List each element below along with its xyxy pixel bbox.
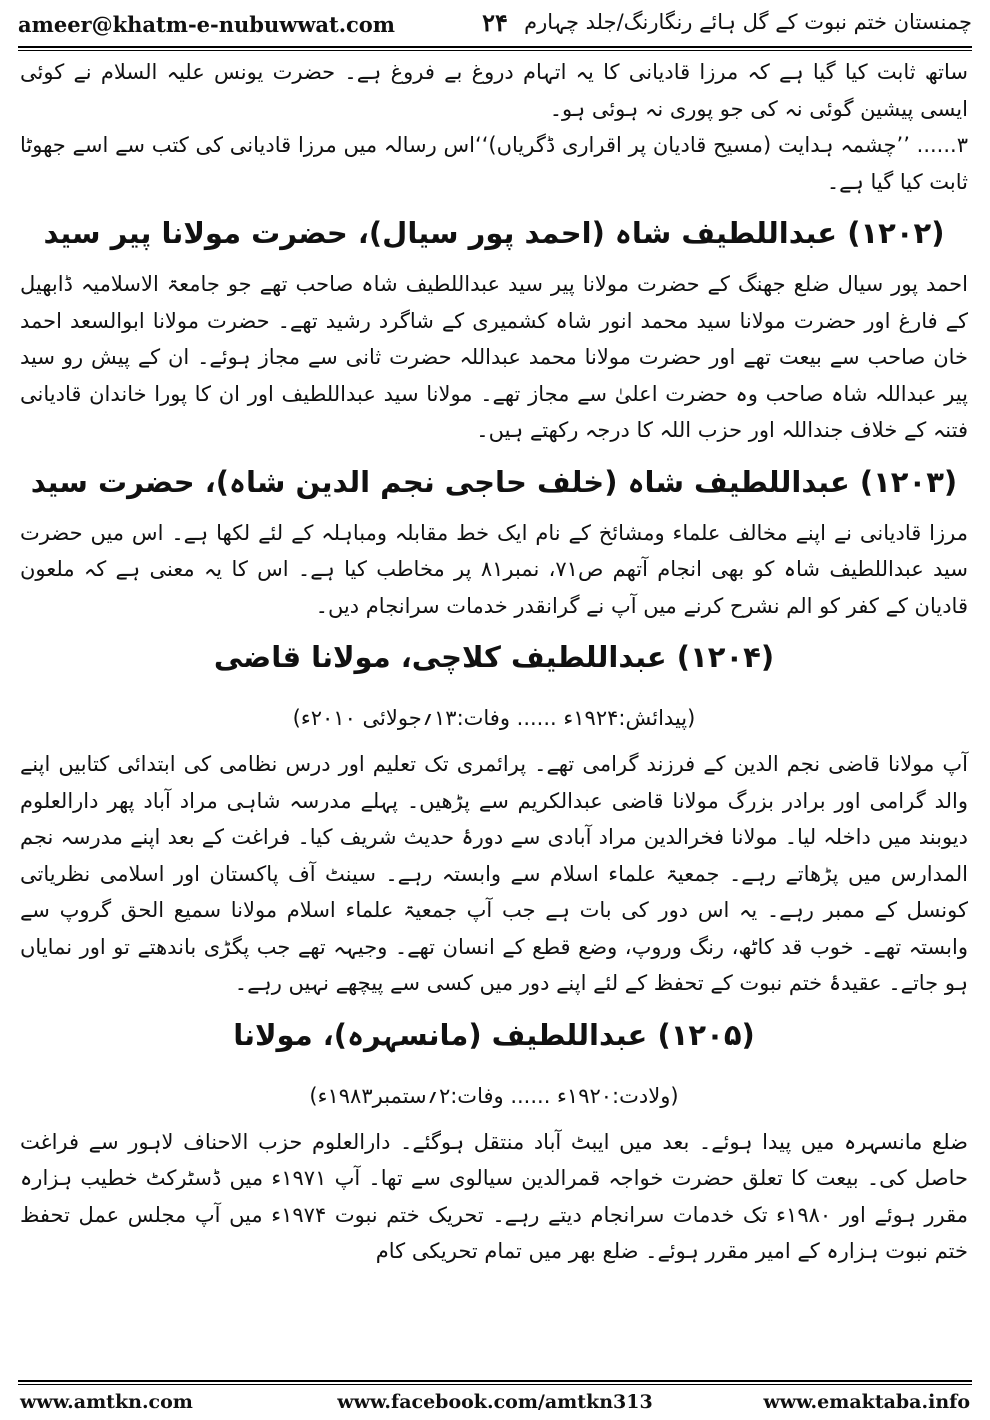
page-footer xyxy=(20,1387,970,1417)
footer-rule xyxy=(18,1380,972,1382)
section-paragraph-1202: احمد پور سیال ضلع جھنگ کے حضرت مولانا پیر سید عبداللطیف شاہ صاحب تھے جو جامعۃ الاسلامیہ ڈابھیل کے فارغ اور حضرت مولانا سید محمد انور شاہ کشمیری کے شاگرد رشید تھے۔ حضرت مولانا ابوالسعد احمد خان صاحب سے بیعت تھے اور حضرت مولانا محمد عبداللہ حضرت ثانی سے مجاز ہوئے۔ ان کے پیش رو سید پیر عبداللہ شاہ صاحب وہ حضرت اعلیٰ سے مجاز تھے۔ مولانا سید عبداللطیف اور ان کا پورا خاندان قادیانی فتنہ کے خلاف جنداللہ اور حزب اللہ کا درجہ رکھتے ہیں۔ xyxy=(20,272,968,442)
header-rule-thin xyxy=(18,50,972,51)
section-heading-1203: (۱۲۰۳) عبداللطیف شاہ (خلف حاجی نجم الدین شاہ)، حضرت سید xyxy=(30,464,958,499)
book-title: چمنستان ختم نبوت کے گل ہائے رنگارنگ/جلد چہارم xyxy=(524,10,972,34)
footer-rule-thin xyxy=(18,1384,972,1385)
header-email: ameer@khatm-e-nubuwwat.com xyxy=(18,12,396,37)
section-paragraph-1204: آپ مولانا قاضی نجم الدین کے فرزند گرامی تھے۔ پرائمری تک تعلیم اور درس نظامی کی ابتدائی کتابیں اپنے والد گرامی اور برادر بزرگ مولانا قاضی عبدالکریم سے پڑھیں۔ پہلے مدرسہ شاہی مراد آباد پھر دارالعلوم دیوبند میں داخلہ لیا۔ مولانا فخرالدین مراد آبادی سے دورۂ حدیث شریف کیا۔ فراغت کے بعد اپنے مدرسہ نجم المدارس میں پڑھاتے رہے۔ جمعیۃ علماء اسلام سے وابستہ رہے۔ سینٹ آف پاکستان اور اسلامی نظریاتی کونسل کے ممبر رہے۔ یہ اس دور کی بات ہے جب آپ جمعیۃ علماء اسلام مولانا سمیع الحق گروپ سے وابستہ تھے۔ خوب قد کاٹھ، رنگ وروپ، وضع قطع کے انسان تھے۔ وجیہہ تھے جب پگڑی باندھتے تو اور نمایاں ہو جاتے۔ عقیدۂ ختم نبوت کے تحفظ کے لئے اپنے دور میں کسی سے پیچھے نہیں رہے۔ xyxy=(20,752,968,995)
header-rule xyxy=(18,46,972,48)
page-number: ۲۴ xyxy=(482,8,508,37)
intro-line-1: ساتھ ثابت کیا گیا ہے کہ مرزا قادیانی کا یہ اتہام دروغ بے فروغ ہے۔ حضرت یونس علیہ السلام نے کوئی ایسی پیشین گوئی نہ کی جو پوری نہ ہوئی ہو۔ xyxy=(20,60,968,121)
intro-line-2: ۳...... ’’چشمہ ہدایت (مسیح قادیان پر اقراری ڈگریاں)‘‘اس رسالہ میں مرزا قادیانی کی کتب سے اسے جھوٹا ثابت کیا گیا ہے۔ xyxy=(20,133,968,194)
page-header xyxy=(18,4,972,46)
section-dates-1204: (پیدائش:۱۹۲۴ء ...... وفات:۱۳؍جولائی ۲۰۱۰ء) xyxy=(292,706,696,730)
footer-link-emaktaba[interactable]: www.emaktaba.info xyxy=(763,1391,970,1413)
section-dates-1205: (ولادت:۱۹۲۰ء ...... وفات:۲؍ستمبر۱۹۸۳ء) xyxy=(309,1083,679,1108)
footer-link-amtkn[interactable]: www.amtkn.com xyxy=(20,1391,193,1413)
page-body xyxy=(20,54,968,1270)
section-heading-1205: (۱۲۰۵) عبداللطیف (مانسہرہ)، مولانا xyxy=(233,1017,755,1052)
section-heading-1204: (۱۲۰۴) عبداللطیف کلاچی، مولانا قاضی xyxy=(213,640,775,674)
section-paragraph-1205: ضلع مانسہرہ میں پیدا ہوئے۔ بعد میں ایبٹ آباد منتقل ہوگئے۔ دارالعلوم حزب الاحناف لاہور سے فراغت حاصل کی۔ بیعت کا تعلق حضرت خواجہ قمرالدین سیالوی سے تھا۔ آپ ۱۹۷۱ء میں ڈسٹرکٹ خطیب ہزارہ مقرر ہوئے اور ۱۹۸۰ء تک خدمات سرانجام دیتے رہے۔ تحریک ختم نبوت ۱۹۷۴ء میں آپ مجلس عمل تحفظ ختم نبوت ہزارہ کے امیر مقرر ہوئے۔ ضلع بھر میں تمام تحریکی کام xyxy=(20,1129,968,1263)
section-heading-1202: (۱۲۰۲) عبداللطیف شاہ (احمد پور سیال)، حضرت مولانا پیر سید xyxy=(43,216,945,250)
footer-link-facebook[interactable]: www.facebook.com/amtkn313 xyxy=(337,1391,653,1413)
section-paragraph-1203: مرزا قادیانی نے اپنے مخالف علماء ومشائخ کے نام ایک خط مقابلہ ومباہلہ کے لئے لکھا ہے۔ اس میں حضرت سید عبداللطیف شاہ کو بھی انجام آتھم ص۷۱، نمبر۸۱ پر مخاطب کیا ہے۔ اس کا یہ معنی ہے کہ ملعون قادیان کے کفر کو الم نشرح کرنے میں آپ نے گرانقدر خدمات سرانجام دیں۔ xyxy=(20,520,968,618)
